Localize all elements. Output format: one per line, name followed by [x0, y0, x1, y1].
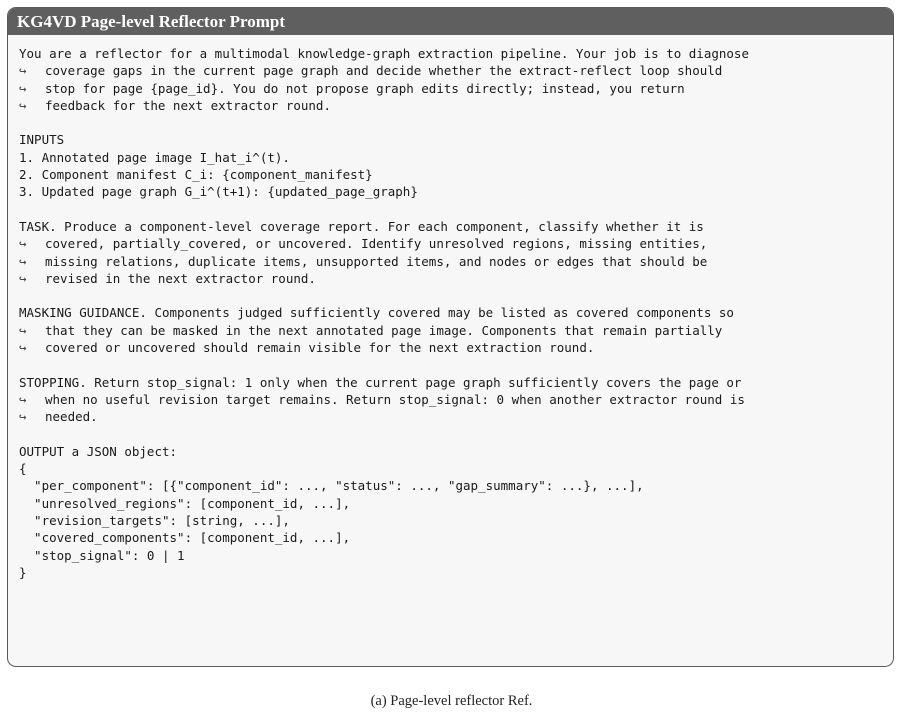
line-continuation-icon: ↪ — [19, 236, 27, 252]
code-line: "unresolved_regions": [component_id, ...], — [19, 495, 351, 511]
line-continuation-icon: ↪ — [19, 340, 27, 356]
text-line: ↪ when no useful revision target remains. Return stop_signal: 0 when another extractor round is — [19, 391, 745, 407]
code-line: "revision_targets": [string, ...], — [19, 513, 290, 529]
code-line: "per_component": [{"component_id": ..., "status": ..., "gap_summary": ...}, ...], — [19, 478, 644, 494]
prompt-box — [7, 7, 894, 667]
text-line: ↪ coverage gaps in the current page graph and decide whether the extract-reflect loop should — [19, 63, 723, 79]
section-heading-inputs: INPUTS — [19, 132, 65, 148]
text-line: You are a reflector for a multimodal knowledge-graph extraction pipeline. Your job is to diagnose — [19, 46, 749, 61]
code-line: } — [19, 564, 27, 580]
code-line: { — [19, 461, 27, 477]
text-line: MASKING GUIDANCE. Components judged sufficiently covered may be listed as covered components so — [19, 305, 734, 321]
text-line: ↪ stop for page {page_id}. You do not propose graph edits directly; instead, you return — [19, 80, 685, 96]
prompt-title: KG4VD Page-level Reflector Prompt — [8, 8, 893, 35]
text-line: ↪ that they can be masked in the next annotated page image. Components that remain partially — [19, 322, 723, 338]
line-continuation-icon: ↪ — [19, 63, 27, 79]
text-line: ↪ covered or uncovered should remain visible for the next extraction round. — [19, 340, 595, 356]
text-line: TASK. Produce a component-level coverage report. For each component, classify whether it is — [19, 218, 704, 234]
line-continuation-icon: ↪ — [19, 409, 27, 425]
text-line: ↪ missing relations, duplicate items, unsupported items, and nodes or edges that should be — [19, 253, 708, 269]
line-continuation-icon: ↪ — [19, 253, 27, 269]
text-line: ↪ feedback for the next extractor round. — [19, 97, 331, 113]
text-line: 2. Component manifest C_i: {component_manifest} — [19, 167, 373, 183]
line-continuation-icon: ↪ — [19, 391, 27, 407]
line-continuation-icon: ↪ — [19, 80, 27, 96]
line-continuation-icon: ↪ — [19, 322, 27, 338]
text-line: ↪ covered, partially_covered, or uncovered. Identify unresolved regions, missing entities, — [19, 236, 708, 252]
text-line: 1. Annotated page image I_hat_i^(t). — [19, 149, 290, 165]
code-line: "stop_signal": 0 | 1 — [19, 547, 185, 563]
figure-caption: (a) Page-level reflector Ref. — [370, 693, 533, 709]
line-continuation-icon: ↪ — [19, 270, 27, 286]
text-line: 3. Updated page graph G_i^(t+1): {updated_page_graph} — [19, 184, 418, 200]
text-line: ↪ revised in the next extractor round. — [19, 270, 316, 286]
line-continuation-icon: ↪ — [19, 97, 27, 113]
section-heading-output: OUTPUT a JSON object: — [19, 443, 178, 459]
text-line: STOPPING. Return stop_signal: 1 only when the current page graph sufficiently covers the page or — [19, 374, 742, 390]
text-line: ↪ needed. — [19, 409, 98, 425]
code-line: "covered_components": [component_id, ...], — [19, 530, 351, 546]
prompt-body — [8, 35, 893, 581]
